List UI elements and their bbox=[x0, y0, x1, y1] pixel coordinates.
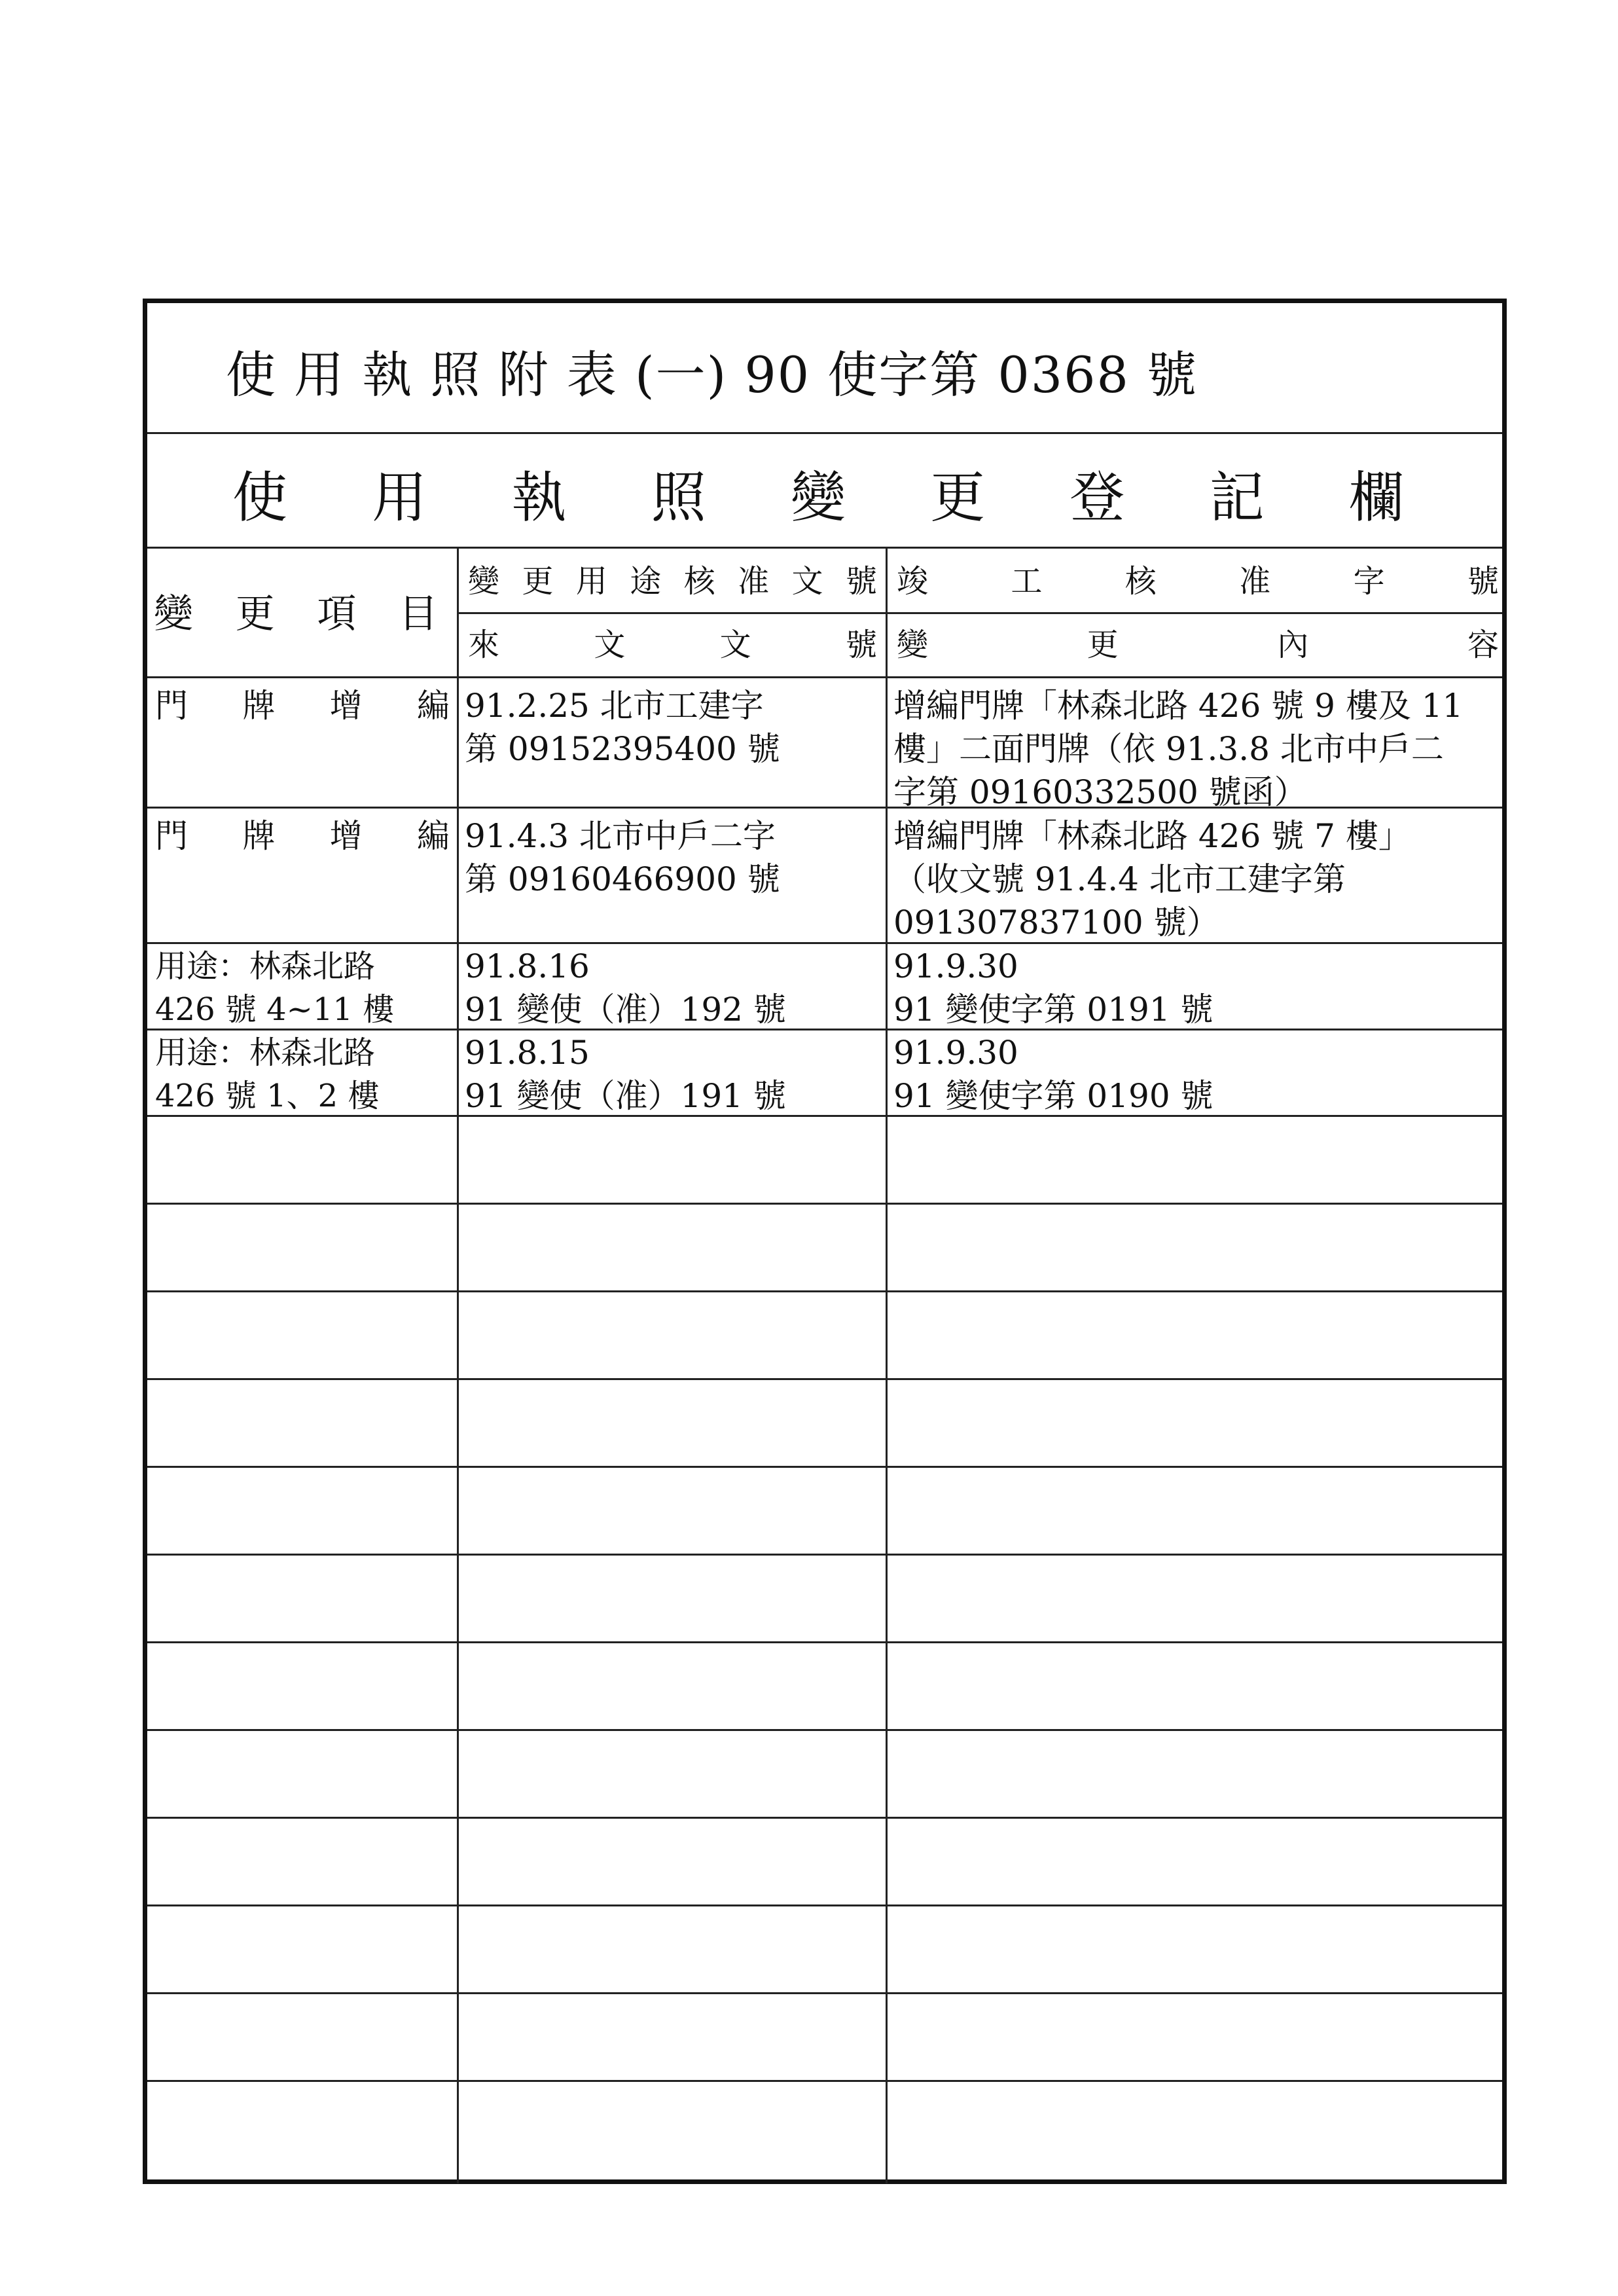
header-char: 容 bbox=[1467, 627, 1499, 663]
row-item bbox=[155, 684, 450, 727]
rule-line bbox=[147, 2080, 1502, 2082]
column-line bbox=[457, 547, 459, 2183]
section-title-char: 欄 bbox=[1348, 465, 1404, 530]
rule-line bbox=[147, 1992, 1502, 1994]
row-doc-no bbox=[465, 1031, 880, 1118]
row-item-char: 編 bbox=[416, 817, 450, 855]
rule-line bbox=[147, 1378, 1502, 1380]
text-line: 91.9.30 bbox=[893, 1034, 1018, 1072]
column-line bbox=[886, 547, 888, 2183]
row-item bbox=[155, 1031, 453, 1118]
rule-line bbox=[147, 1466, 1502, 1468]
header-char: 字 bbox=[1353, 563, 1385, 600]
row-item bbox=[155, 814, 450, 858]
header-item-char: 項 bbox=[317, 591, 357, 637]
text-line: 91.9.30 bbox=[893, 947, 1018, 985]
rule-line bbox=[147, 547, 1502, 549]
header-char: 號 bbox=[845, 627, 877, 663]
text-line: 91 變使（准）192 號 bbox=[465, 991, 786, 1029]
text-line: 增編門牌「林森北路 426 號 7 樓」 bbox=[893, 817, 1411, 855]
header-approval-no bbox=[468, 555, 877, 608]
header-char: 文 bbox=[791, 563, 823, 600]
header-item-char: 變 bbox=[154, 591, 193, 637]
section-title-char: 變 bbox=[790, 465, 846, 530]
row-item-char: 增 bbox=[329, 817, 363, 855]
text-line: 第 09160466900 號 bbox=[465, 860, 780, 898]
row-item-char: 門 bbox=[155, 687, 188, 725]
header-char: 核 bbox=[683, 563, 715, 600]
text-line: 091307837100 號） bbox=[893, 903, 1219, 941]
header-char: 途 bbox=[630, 563, 662, 600]
row-content bbox=[893, 945, 1503, 1031]
rule-line bbox=[147, 1729, 1502, 1731]
text-line: 91.4.3 北市中戶二字 bbox=[465, 817, 776, 855]
rule-line bbox=[147, 1554, 1502, 1556]
rule-line bbox=[147, 676, 1502, 678]
row-content bbox=[893, 684, 1503, 814]
header-incoming-doc-no bbox=[468, 619, 877, 671]
text-line: 用途：林森北路 bbox=[155, 948, 376, 985]
row-doc-no bbox=[465, 684, 880, 771]
section-title-char: 登 bbox=[1070, 465, 1125, 530]
rule-line bbox=[147, 1290, 1502, 1292]
header-char: 更 bbox=[522, 563, 554, 600]
header-char: 核 bbox=[1124, 563, 1157, 600]
text-line: 91.2.25 北市工建字 bbox=[465, 687, 764, 725]
rule-line bbox=[147, 1641, 1502, 1643]
header-char: 變 bbox=[468, 563, 500, 600]
text-line: 樓」二面門牌（依 91.3.8 北市中戶二 bbox=[893, 730, 1444, 768]
row-item-char: 編 bbox=[416, 687, 450, 725]
rule-line bbox=[457, 612, 1502, 614]
form-frame bbox=[143, 299, 1507, 2184]
text-line: 91 變使字第 0191 號 bbox=[893, 991, 1214, 1029]
section-title-char: 記 bbox=[1209, 465, 1265, 530]
rule-line bbox=[147, 1817, 1502, 1819]
header-item-char: 目 bbox=[398, 591, 438, 637]
text-line: 增編門牌「林森北路 426 號 9 樓及 11 bbox=[893, 687, 1464, 725]
row-item bbox=[155, 945, 453, 1031]
text-line: 91.8.16 bbox=[465, 947, 590, 985]
page-title: 使 用 執 照 附 表 (一) 90 使字第 0368 號 bbox=[226, 346, 1198, 404]
header-char: 內 bbox=[1277, 627, 1309, 663]
row-content bbox=[893, 814, 1503, 944]
text-line: （收文號 91.4.4 北市工建字第 bbox=[893, 860, 1346, 898]
header-char: 文 bbox=[594, 627, 626, 663]
text-line: 第 09152395400 號 bbox=[465, 730, 780, 768]
text-line: 91.8.15 bbox=[465, 1034, 590, 1072]
section-title-char: 使 bbox=[232, 465, 288, 530]
row-doc-no bbox=[465, 814, 880, 901]
header-char: 准 bbox=[1239, 563, 1271, 600]
row-doc-no bbox=[465, 945, 880, 1031]
text-line: 91 變使（准）191 號 bbox=[465, 1077, 786, 1115]
header-char: 更 bbox=[1087, 627, 1119, 663]
header-char: 來 bbox=[468, 627, 500, 663]
section-title-char: 更 bbox=[930, 465, 986, 530]
text-line: 426 號 1、2 樓 bbox=[155, 1078, 380, 1114]
header-char: 文 bbox=[719, 627, 751, 663]
header-change-content bbox=[897, 619, 1499, 671]
row-item-char: 增 bbox=[329, 687, 363, 725]
row-content bbox=[893, 1031, 1503, 1118]
header-char: 工 bbox=[1011, 563, 1043, 600]
text-line: 91 變使字第 0190 號 bbox=[893, 1077, 1214, 1115]
header-completion-no bbox=[897, 555, 1499, 608]
section-title bbox=[232, 448, 1404, 547]
rule-line bbox=[147, 432, 1502, 434]
section-title-char: 照 bbox=[651, 465, 706, 530]
rule-line bbox=[147, 1203, 1502, 1205]
row-item-char: 門 bbox=[155, 817, 188, 855]
header-char: 號 bbox=[1467, 563, 1499, 600]
section-title-char: 用 bbox=[372, 465, 427, 530]
row-item-char: 牌 bbox=[242, 687, 276, 725]
header-char: 變 bbox=[897, 627, 929, 663]
section-title-char: 執 bbox=[511, 465, 567, 530]
header-char: 用 bbox=[575, 563, 607, 600]
header-char: 號 bbox=[845, 563, 877, 600]
text-line: 426 號 4~11 樓 bbox=[155, 991, 395, 1028]
header-item-char: 更 bbox=[235, 591, 275, 637]
header-item bbox=[154, 552, 442, 676]
row-item-char: 牌 bbox=[242, 817, 276, 855]
text-line: 字第 09160332500 號函） bbox=[893, 773, 1307, 811]
header-char: 准 bbox=[738, 563, 770, 600]
rule-line bbox=[147, 1904, 1502, 1906]
text-line: 用途：林森北路 bbox=[155, 1034, 376, 1071]
header-char: 竣 bbox=[897, 563, 929, 600]
